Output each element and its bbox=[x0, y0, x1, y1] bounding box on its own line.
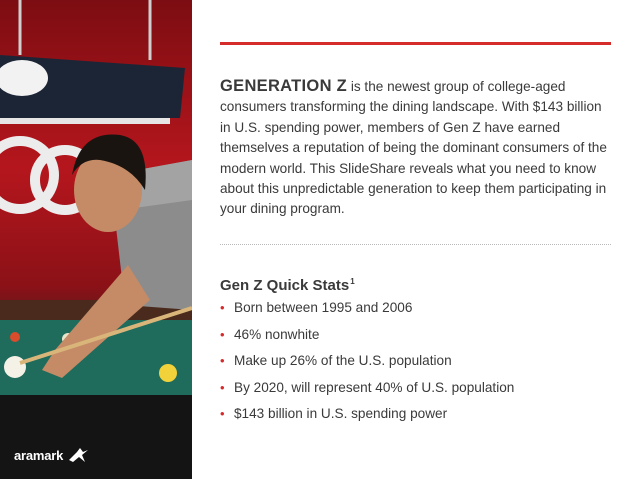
stat-text: By 2020, will represent 40% of U.S. population bbox=[234, 379, 515, 395]
stats-heading bbox=[220, 277, 355, 294]
list-item bbox=[220, 327, 615, 354]
intro-body: is the newest group of college-aged consumers transforming the dining landscape. With $143 billion in U.S. spending power, members of Gen Z have earned themselves a reputation of being the dominant consumers of the modern world. This SlideShare reveals what you need to know about this unpredictable generation to keep them participating in your dining program. bbox=[220, 79, 607, 217]
list-item bbox=[220, 353, 615, 380]
bullet-icon: • bbox=[220, 300, 225, 315]
billiards-player-illustration bbox=[0, 0, 192, 479]
footnote-marker: 1 bbox=[350, 277, 355, 286]
list-item bbox=[220, 380, 615, 407]
stats-list bbox=[220, 300, 615, 433]
hero-photo bbox=[0, 0, 192, 479]
aramark-logo bbox=[14, 446, 89, 464]
bullet-icon: • bbox=[220, 353, 225, 368]
list-item bbox=[220, 406, 615, 433]
bullet-icon: • bbox=[220, 326, 225, 342]
list-item bbox=[220, 300, 615, 327]
intro-paragraph bbox=[220, 76, 615, 220]
section-divider bbox=[220, 244, 611, 245]
stat-text: $143 billion in U.S. spending power bbox=[234, 406, 448, 421]
stat-text: Make up 26% of the U.S. population bbox=[234, 353, 452, 368]
top-accent-rule bbox=[220, 42, 611, 45]
logo-text: aramark bbox=[14, 447, 64, 463]
intro-lead: GENERATION Z bbox=[220, 77, 348, 95]
stat-text: Born between 1995 and 2006 bbox=[234, 300, 413, 315]
bullet-icon: • bbox=[220, 406, 225, 421]
stats-title-text: Gen Z Quick Stats bbox=[220, 277, 350, 294]
bullet-icon: • bbox=[220, 379, 225, 395]
star-figure-icon bbox=[67, 446, 89, 464]
stat-text: 46% nonwhite bbox=[234, 326, 320, 342]
